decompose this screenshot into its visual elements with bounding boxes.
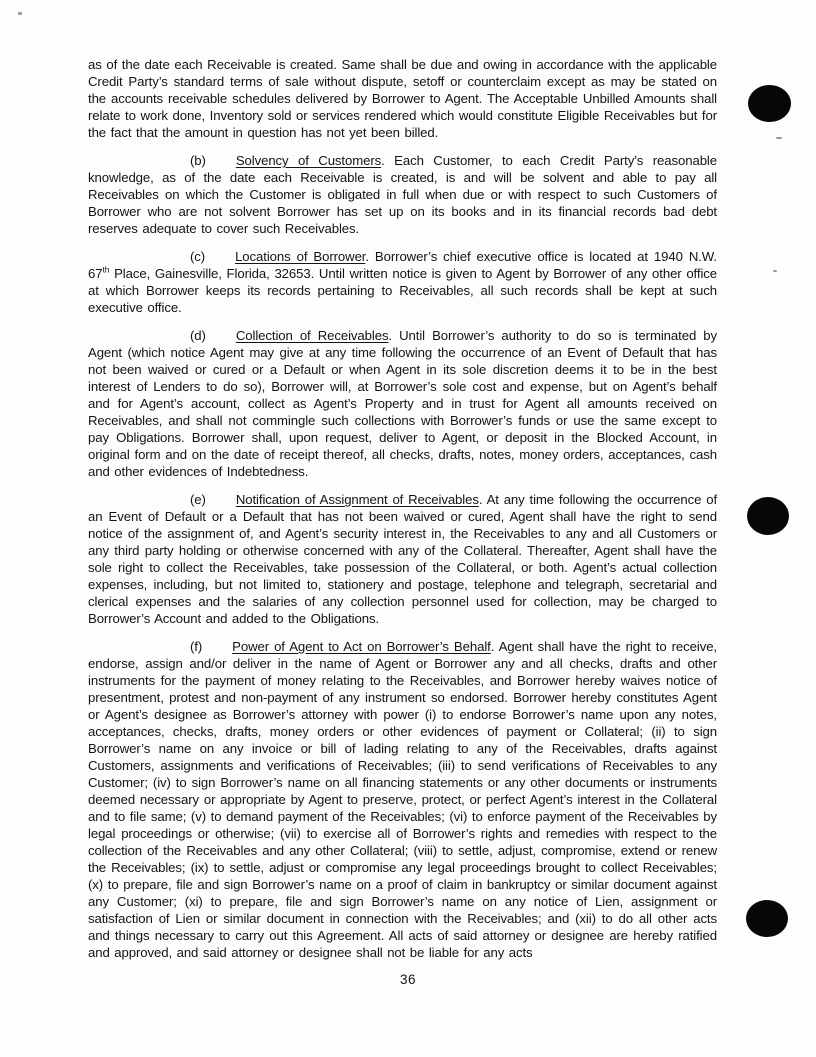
paragraph-label: (d)	[190, 328, 206, 343]
scan-speckle	[773, 270, 777, 272]
document-text-block	[88, 56, 717, 972]
paragraph-f	[88, 638, 717, 961]
scan-speckle	[776, 137, 782, 139]
paragraph-continuation	[88, 56, 717, 141]
paragraph-e	[88, 491, 717, 627]
paragraph-b	[88, 152, 717, 237]
paragraph-text: Place, Gainesville, Florida, 32653. Until written notice is given to Agent by Borrower of any other office at which Borrower keeps its records pertaining to Receivables, all such records shall be kept at such executive office.	[88, 266, 717, 315]
paragraph-heading-solvency-of-customers: Solvency of Customers	[235, 153, 382, 168]
paragraph-text: . Each Customer, to each Credit Party’s reasonable knowledge, as of the date each Receivable is created, is and will be solvent and able to pay all Receivables on which the Customer is obligated in full when due or with respect to such Customers of Borrower who are not solvent Borrower has set up on its books and in its financial records bad debt reserves adequate to cover such Receivables.	[88, 153, 717, 236]
scan-speckle	[18, 12, 22, 15]
punch-hole-mark	[748, 85, 791, 122]
ordinal-superscript: th	[102, 264, 110, 275]
paragraph-text: . Until Borrower’s authority to do so is terminated by Agent (which notice Agent may give at any time following the occurrence of an Event of Default that has not been waived or cured or a Default or when Agent in its sole discretion deems it to be in the best interest of Lenders to do so), Borrower will, at Borrower’s sole cost and expense, but on Agent’s behalf and for Agent’s account, collect as Agent’s Property and in trust for Agent all amounts received on Receivables, and shall not commingle such collections with Borrower’s funds or use the same except to pay Obligations. Borrower shall, upon request, deliver to Agent, or deposit in the Blocked Account, in original form and on the date of receipt thereof, all checks, drafts, notes, money orders, acceptances, cash and other evidences of Indebtedness.	[88, 328, 717, 479]
paragraph-text: as of the date each Receivable is created. Same shall be due and owing in accordance with the applicable Credit Party’s standard terms of sale without dispute, setoff or counterclaim except as may be stated on the accounts receivable schedules delivered by Borrower to Agent. The Acceptable Unbilled Amounts shall relate to work done, Inventory sold or services rendered which would constitute Eligible Receivables but for the fact that the amount in question has not yet been billed.	[88, 57, 717, 140]
punch-hole-mark	[747, 497, 789, 535]
paragraph-text: . At any time following the occurrence of an Event of Default or a Default that has not been waived or cured, Agent shall have the right to send notice of the assignment of, and Agent’s security interest in, the Receivables to any and all Customers or any third party holding or otherwise concerned with any of the Collateral. Thereafter, Agent shall have the sole right to collect the Receivables, take possession of the Collateral, or both. Agent’s actual collection expenses, including, but not limited to, stationery and postage, telephone and telegraph, secretarial and clerical expenses and the salaries of any collection personnel used for collection, may be charged to Borrower’s Account and added to the Obligations.	[88, 492, 718, 626]
paragraph-label: (b)	[190, 153, 206, 168]
paragraph-heading-collection-of-receivables: Collection of Receivables	[235, 328, 389, 343]
page-number: 36	[399, 972, 417, 987]
paragraph-label: (f)	[190, 639, 203, 654]
paragraph-text: . Borrower’s chief executive office is located at 1940 N.W. 67	[88, 249, 717, 281]
paragraph-d	[88, 327, 717, 480]
paragraph-heading-notification-of-assignment: Notification of Assignment of Receivables	[235, 492, 479, 507]
paragraph-text: . Agent shall have the right to receive, endorse, assign and/or deliver in the name of Agent or Borrower any and all checks, drafts and other instruments for the payment of money relating to the Receivables, and Borrower hereby waives notice of presentment, protest and non-payment of any instrument so endorsed. Borrower hereby constitutes Agent or Agent’s designee as Borrower’s attorney with power (i) to endorse Borrower’s name upon any notes, acceptances, checks, drafts, money orders or other evidences of payment or Collateral; (ii) to sign Borrower’s name on any invoice or bill of lading relating to any of the Receivables, drafts against Customers, assignments and verifications of Receivables; (iii) to send verifications of Receivables to any Customer; (iv) to sign Borrower’s name on all financing statements or any other documents or instruments deemed necessary or appropriate by Agent to preserve, protect, or perfect Agent’s interest in the Collateral and to file same; (v) to demand payment of the Receivables; (vi) to enforce payment of the Receivables by legal proceedings or otherwise; (vii) to exercise all of Borrower’s rights and remedies with respect to the collection of the Receivables and any other Collateral; (viii) to settle, adjust, compromise, extend or renew the Receivables; (ix) to settle, adjust or compromise any legal proceedings brought to collect Receivables; (x) to prepare, file and sign Borrower’s name on a proof of claim in bankruptcy or similar document against any Customer; (xi) to prepare, file and sign Borrower’s name on any notice of Lien, assignment or satisfaction of Lien or similar document in connection with the Receivables; and (xii) to do all other acts and things necessary to carry out this Agreement. All acts of said attorney or designee are hereby ratified and approved, and said attorney or designee shall not be liable for any acts	[88, 639, 717, 960]
paragraph-heading-locations-of-borrower: Locations of Borrower	[235, 249, 366, 264]
paragraph-heading-power-of-agent: Power of Agent to Act on Borrower’s Behalf	[232, 639, 491, 654]
punch-hole-mark	[746, 900, 788, 937]
paragraph-c	[88, 248, 717, 316]
paragraph-label: (e)	[190, 492, 206, 507]
paragraph-label: (c)	[190, 249, 206, 264]
